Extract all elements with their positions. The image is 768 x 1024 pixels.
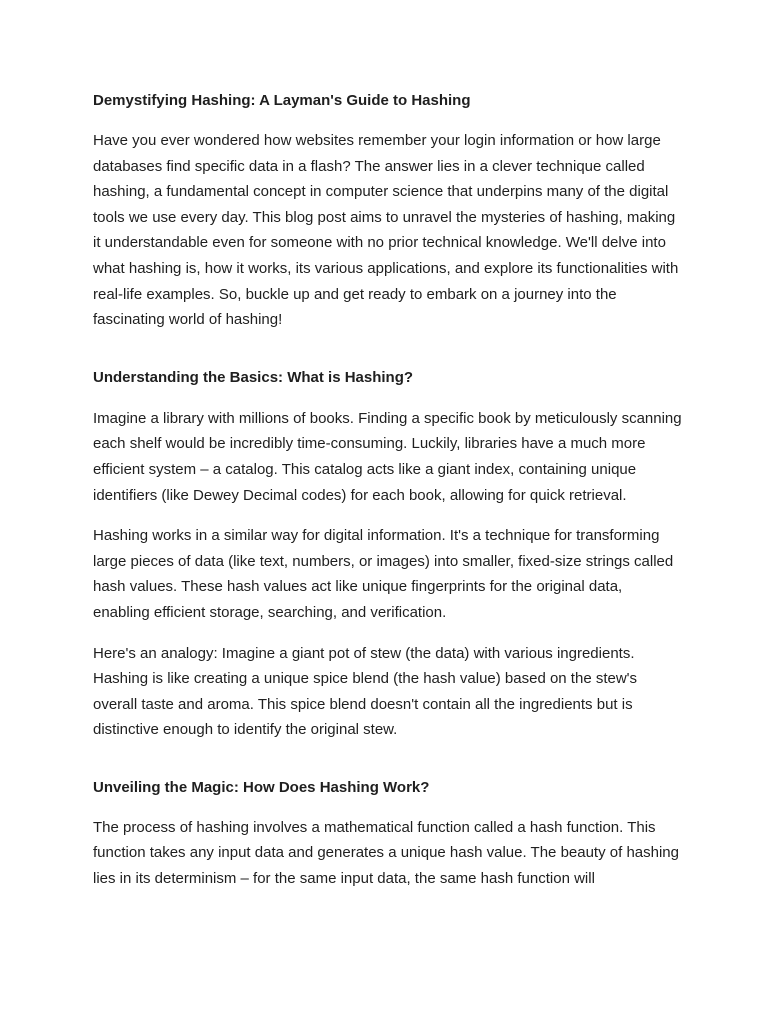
- basics-paragraph-digital: Hashing works in a similar way for digital information. It's a technique for transforming large pieces of data (like text, numbers, or images) into smaller, fixed-size strings called hash values. These hash values act like unique fingerprints for the original data, enabling efficient storage, searching, and verification.: [93, 527, 674, 621]
- document-title: Demystifying Hashing: A Layman's Guide to Hashing: [93, 92, 471, 109]
- how-it-works-paragraph: The process of hashing involves a mathematical function called a hash function. This function takes any input data and generates a unique hash value. The beauty of hashing lies in its determinism – for the same input data, the same hash function will: [93, 818, 679, 888]
- basics-paragraph-analogy: Here's an analogy: Imagine a giant pot of stew (the data) with various ingredients. Hashing is like creating a unique spice blend (the hash value) based on the stew's overall taste and aroma. This spice blend doesn't contain all the ingredients but is distinctive enough to identify the original stew.: [93, 644, 638, 739]
- section-heading-how-it-works: Unveiling the Magic: How Does Hashing Work?: [93, 778, 430, 796]
- intro-paragraph: Have you ever wondered how websites remember your login information or how large databases find specific data in a flash? The answer lies in a clever technique called hashing, a fundamental concept in computer science that underpins many of the digital tools we use every day. This blog post aims to unravel the mysteries of hashing, making it understandable even for someone with no prior technical knowledge. We'll delve into what hashing is, how it works, its various applications, and explore its functionalities with real-life examples. So, buckle up and get ready to embark on a journey into the fascinating world of hashing!: [93, 132, 679, 329]
- document-page: [93, 90, 683, 892]
- basics-paragraph-library: Imagine a library with millions of books. Finding a specific book by meticulously scanning each shelf would be incredibly time-consuming. Luckily, libraries have a much more efficient system – a catalog. This catalog acts like a giant index, containing unique identifiers (like Dewey Decimal codes) for each book, allowing for quick retrieval.: [93, 409, 682, 504]
- section-heading-basics: Understanding the Basics: What is Hashing?: [93, 368, 414, 386]
